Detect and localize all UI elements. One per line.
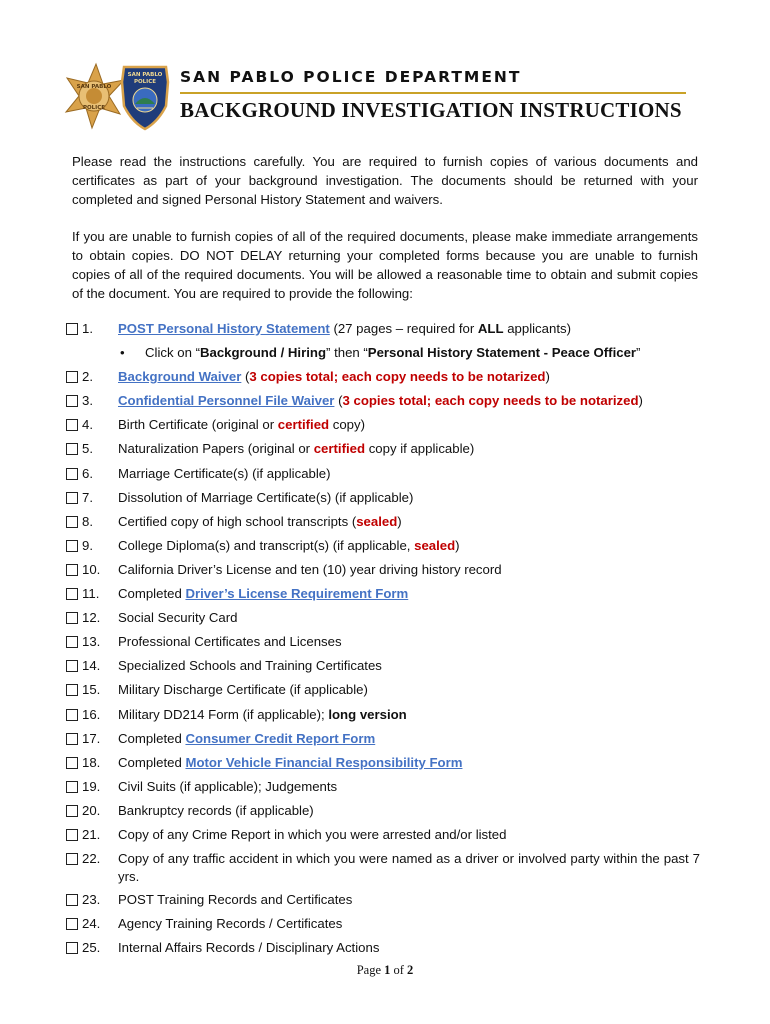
checkbox[interactable] [66,636,78,648]
item-text-bold: ALL [477,321,504,336]
confidential-personnel-file-waiver-link[interactable]: Confidential Personnel File Waiver [118,393,335,409]
star-badge-text-bottom: POLICE [82,105,106,111]
list-item [66,891,706,915]
police-star-badge-and-patch [62,62,177,132]
item-text: Copy of any traffic accident in which you were named as a driver or involved party within the past 7 yrs. [118,851,700,885]
list-item [66,730,706,754]
intro-paragraph-2: If you are unable to furnish copies of all of the required documents, please make immediate arrangements to obtain copies. DO NOT DELAY returning your completed forms because you are unable to furnish copies of all of the required documents. You will be allowed a reasonable time to obtain and submit copies of the document. You are required to provide the following: [72,229,698,301]
item-text-emphasis: sealed [356,513,398,529]
current-page-number: 1 [384,963,391,977]
item-text: Marriage Certificate(s) (if applicable) [118,465,331,481]
item-text: Bankruptcy records (if applicable) [118,802,314,818]
page-label: Page [356,963,385,977]
list-item [66,754,706,778]
checkbox[interactable] [66,829,78,841]
item-number: 5. [82,441,93,457]
checkbox[interactable] [66,684,78,696]
item-number: 8. [82,513,93,529]
patch-text-top: SAN PABLO [127,72,163,78]
item-text-emphasis: certified [277,417,330,433]
item-text: California Driver’s License and ten (10) year driving history record [118,561,502,577]
item-text-part: copy) [329,417,366,433]
item-text-part: ” then “ [326,345,368,361]
checkbox[interactable] [66,918,78,930]
document-header [62,62,702,132]
page-of-label: of [390,963,408,977]
list-item [66,915,706,939]
required-documents-list [66,320,706,963]
checkbox[interactable] [66,757,78,769]
checkbox[interactable] [66,942,78,954]
checkbox[interactable] [66,443,78,455]
item-text-part: Completed [118,586,186,602]
item-number: 11. [82,586,100,602]
item-number: 7. [82,489,93,505]
list-item [66,320,706,344]
item-number: 3. [82,393,93,409]
item-text-part: ) [397,513,402,529]
background-waiver-link[interactable]: Background Waiver [118,369,242,385]
item-text: Civil Suits (if applicable); Judgements [118,778,338,794]
list-item [66,368,706,392]
item-number: 25. [82,940,101,956]
header-divider [180,92,686,94]
item-text-emphasis: 3 copies total; each copy needs to be notarized [342,393,639,409]
list-item [66,537,706,561]
item-text-part: (27 pages – required for [329,321,478,336]
list-item [66,706,706,730]
item-text-part: applicants) [503,321,571,336]
checkbox[interactable] [66,660,78,672]
item-text: POST Training Records and Certificates [118,892,353,908]
item-text-part: Military DD214 Form (if applicable); [118,706,329,722]
star-badge-text-top: SAN PABLO [76,84,112,90]
item-text [118,392,700,410]
item-text-part: Completed [118,730,186,746]
item-text-part: ” [636,345,641,361]
list-item [66,513,706,537]
list-item [66,609,706,633]
star-badge-icon [66,64,124,128]
department-logos [62,62,177,132]
checkbox[interactable] [66,516,78,528]
list-item [66,850,706,891]
item-text-part: Certified copy of high school transcripts ( [118,513,357,529]
item-text-emphasis: sealed [414,537,456,553]
item-number: 21. [82,826,101,842]
item-text [118,320,700,338]
item-text [118,537,700,555]
list-item [66,657,706,681]
item-text-part: Completed [118,754,186,770]
checkbox[interactable] [66,540,78,552]
list-item [66,440,706,464]
item-text-part: Naturalization Papers (original or [118,441,314,457]
item-text [145,344,727,362]
list-item [66,392,706,416]
checkbox[interactable] [66,492,78,504]
checkbox[interactable] [66,805,78,817]
checkbox[interactable] [66,588,78,600]
checkbox[interactable] [66,468,78,480]
page-title: BACKGROUND INVESTIGATION INSTRUCTIONS [180,98,682,122]
item-text: Dissolution of Marriage Certificate(s) (if applicable) [118,489,414,505]
item-text-part: ( [334,393,343,409]
item-text [118,730,700,748]
item-text-part: ( [241,369,250,385]
item-text-part: copy if applicable) [365,441,475,457]
item-number: 18. [82,754,101,770]
item-number: 4. [82,417,93,433]
checkbox[interactable] [66,564,78,576]
item-number: 16. [82,706,101,722]
list-item [66,585,706,609]
item-text: Military Discharge Certificate (if applicable) [118,682,368,698]
item-text: Agency Training Records / Certificates [118,916,343,932]
list-item [66,681,706,705]
consumer-credit-report-form-link[interactable]: Consumer Credit Report Form [185,730,376,746]
item-number: 2. [82,369,93,385]
item-text-bold: Hiring [287,345,327,361]
motor-vehicle-financial-responsibility-form-link[interactable]: Motor Vehicle Financial Responsibility Form [185,754,463,770]
item-text-emphasis: certified [313,441,366,457]
list-item [66,633,706,657]
item-number: 9. [82,537,93,553]
list-item [66,465,706,489]
item-text-part: College Diploma(s) and transcript(s) (if applicable, [118,537,415,553]
item-number: 17. [82,730,101,746]
intro-paragraph-1: Please read the instructions carefully. You are required to furnish copies of various documents and certificates as part of your background investigation. The documents should be returned with your completed and signed Personal History Statement and waivers. [72,154,698,207]
item-text-bold: Background [199,345,277,361]
checkbox[interactable] [66,733,78,745]
item-text-bold: Personal History Statement - Peace Officer [367,345,637,361]
list-item [66,489,706,513]
item-number: 13. [82,634,101,650]
item-number: 6. [82,465,93,481]
checkbox[interactable] [66,709,78,721]
checkbox[interactable] [66,781,78,793]
item-text: Internal Affairs Records / Disciplinary Actions [118,940,380,956]
item-text-part: ) [545,369,550,385]
item-number: 1. [82,321,93,336]
list-item [66,778,706,802]
item-number: 19. [82,778,101,794]
item-text-emphasis: 3 copies total; each copy needs to be notarized [249,369,546,385]
checkbox[interactable] [66,894,78,906]
list-item [66,416,706,440]
item-text-part: Birth Certificate (original or [118,417,278,433]
page-footer [0,963,770,978]
item-text-part: ) [455,537,460,553]
item-text [118,754,700,772]
drivers-license-requirement-form-link[interactable]: Driver’s License Requirement Form [185,586,409,602]
item-text-bold: / [276,345,288,361]
item-text-part: ) [638,393,643,409]
item-text: Professional Certificates and Licenses [118,634,342,650]
list-item [66,826,706,850]
item-text [118,706,700,724]
item-text [118,440,700,458]
item-text-bold: long version [328,706,407,722]
item-number: 15. [82,682,101,698]
item-number: 23. [82,892,101,908]
patch-text-bottom: POLICE [133,79,157,85]
post-personal-history-statement-link[interactable]: POST Personal History Statement [118,321,330,336]
list-item [66,802,706,826]
item-number: 22. [82,851,101,867]
item-text: Social Security Card [118,610,238,626]
total-pages-number: 2 [407,963,414,977]
checkbox[interactable] [66,395,78,407]
checkbox[interactable] [66,419,78,431]
item-text [118,368,700,386]
item-text: Copy of any Crime Report in which you were arrested and/or listed [118,826,507,842]
checkbox[interactable] [66,371,78,383]
item-text [118,416,700,434]
item-text [118,513,700,531]
list-item [66,561,706,585]
item-text-part: Click on “ [145,345,200,361]
checkbox[interactable] [66,323,78,335]
item-text [118,585,700,603]
bullet-icon: • [120,345,125,361]
item-number: 24. [82,916,101,932]
item-number: 12. [82,610,101,626]
item-number: 14. [82,658,101,674]
police-patch-icon [122,67,168,129]
checkbox[interactable] [66,612,78,624]
list-item [66,939,706,963]
department-name: SAN PABLO POLICE DEPARTMENT [180,68,522,86]
checkbox[interactable] [66,853,78,865]
list-sub-item [66,344,706,368]
item-text: Specialized Schools and Training Certificates [118,658,382,674]
item-number: 20. [82,802,101,818]
item-number: 10. [82,561,101,577]
